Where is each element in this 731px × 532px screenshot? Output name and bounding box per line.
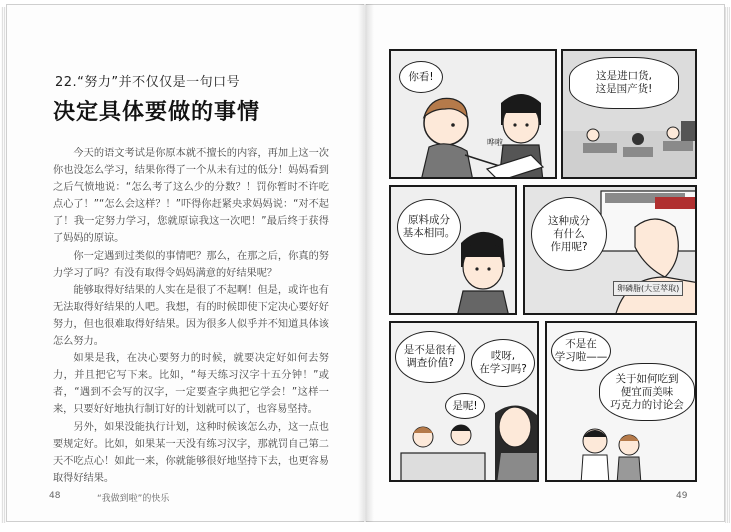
body-text — [53, 145, 329, 487]
comic-strip — [389, 49, 697, 482]
speech-bubble — [445, 393, 485, 419]
comic-panel-1 — [389, 49, 557, 179]
bubble-text: 关于如何吃到 — [615, 372, 679, 385]
bubble-text: 基本相同。 — [402, 227, 456, 239]
ingredient-label: 卵磷脂(大豆萃取) — [613, 281, 683, 296]
bubble-text: 这是国产货! — [595, 83, 653, 95]
section-subhead: 22.“努力”并不仅仅是一句口号 — [55, 75, 241, 90]
bubble-text: 这种成分 — [548, 214, 590, 227]
speech-bubble — [551, 331, 611, 371]
comic-panel-6 — [545, 321, 697, 482]
right-page-edge — [725, 7, 730, 523]
comic-panel-4 — [523, 185, 697, 315]
bubble-text: 在学习吗? — [479, 363, 527, 375]
right-page — [366, 4, 725, 522]
book-gutter — [358, 4, 374, 522]
comic-panel-5 — [389, 321, 539, 482]
bubble-text: 原料成分 — [408, 214, 450, 226]
bubble-text: 学习啦—— — [554, 351, 608, 363]
paragraph: 如果是我，在决心要努力的时候，就要决定好如何去努力，并且把它写下来。比如，“每天练习汉字十五分钟！”或者，“遇到不会写的汉字，一定要查字典把它学会！”这样一来，只要好好地执行制订好的计划就可以了，也容易坚持。 — [53, 353, 329, 416]
bubble-text: 是呢! — [452, 399, 478, 412]
speech-bubble — [395, 331, 465, 383]
comic-panel-2 — [561, 49, 697, 179]
paragraph: 你一定遇到过类似的事情吧？那么，在那之后，你真的努力学习了吗？有没有取得令妈妈满意的好结果呢？ — [53, 250, 329, 279]
bubble-text: 巧克力的讨论会 — [610, 398, 684, 411]
bubble-text: 便宜而美味 — [620, 385, 674, 398]
speech-bubble — [399, 61, 443, 93]
sound-effect: 哗啦 — [487, 138, 503, 147]
bubble-text: 哎呀, — [490, 350, 516, 362]
bubble-text: 不是在 — [565, 338, 597, 350]
left-page — [6, 4, 364, 522]
bubble-text: 这是进口货, — [596, 70, 652, 82]
speech-bubble — [569, 57, 679, 109]
book-spread — [6, 4, 725, 526]
page-number-right: 49 — [676, 491, 688, 501]
bubble-text: 有什么 — [553, 227, 585, 240]
paragraph: 今天的语文考试是你原本就不擅长的内容，再加上这一次你也没怎么学习，结果你得了一个从未有过的低分！妈妈看到之后气愤地说：“怎么考了这么少的分数？！罚你暂时不许吃点心了！”“怎么会这样？！”吓得你赶紧央求妈妈说：“对不起了！我一定努力学习，您就原谅我这一次吧！”最后终于获得了妈妈的原谅。 — [53, 148, 329, 245]
speech-bubble — [397, 199, 461, 255]
bubble-text: 是不是很有 — [403, 344, 457, 356]
speech-bubble — [599, 363, 695, 421]
bubble-text: 作用呢? — [550, 240, 588, 253]
page-title: 决定具体要做的事情 — [53, 100, 261, 125]
paragraph: 能够取得好结果的人实在是很了不起啊！但是，或许也有无法取得好结果的人吧。我想，有的时候即使下定决心要好好努力，但也很难取得好结果。因为很多人似乎并不知道具体该怎么努力。 — [53, 284, 329, 348]
bubble-text: 调查价值? — [406, 357, 454, 369]
paragraph: 另外，如果没能执行计划，这种时候该怎么办，这一点也要规定好。比如，如果某一天没有练习汉字，那就罚自己第二天不吃点心！如此一来，你就能够很好地坚持下去，也更容易取得好结果。 — [53, 421, 329, 484]
comic-panel-3 — [389, 185, 517, 315]
bubble-text: 你看! — [408, 70, 434, 83]
speech-bubble — [531, 197, 607, 271]
speech-bubble — [471, 339, 535, 387]
running-head: “我做到啦”的快乐 — [97, 494, 170, 504]
page-number-left: 48 — [49, 491, 61, 501]
